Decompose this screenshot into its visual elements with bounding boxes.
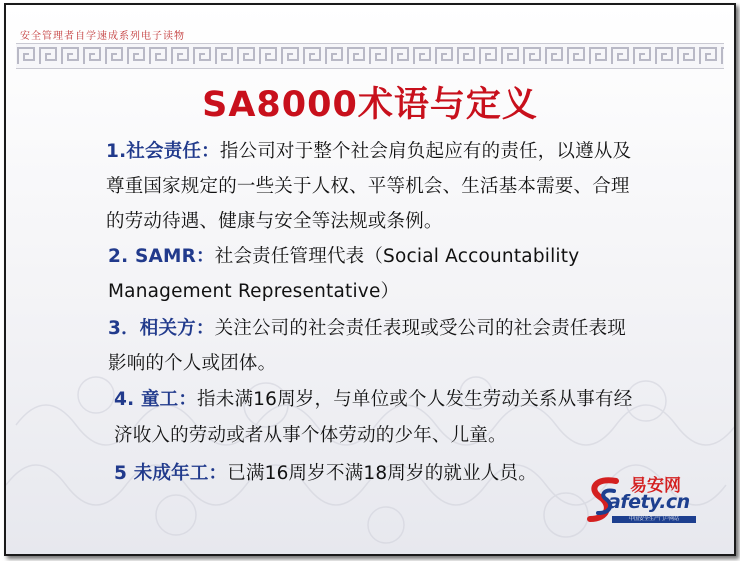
definition-2-text: 社会责任管理代表（Social Accountability xyxy=(214,246,580,267)
definition-1-text: 指公司对于整个社会肩负起应有的责任，以遵从及 xyxy=(219,141,632,162)
logo-domain: afety.cn xyxy=(608,491,690,513)
definition-1-line-2: 尊重国家规定的一些关于人权、平等机会、生活基本需要、合理 xyxy=(106,176,630,197)
decorative-fret-border xyxy=(16,43,724,69)
definition-4-text: 指未满16周岁，与单位或个人发生劳动关系从事有经 xyxy=(197,389,633,410)
definition-4-line-2: 济收入的劳动或者从事个体劳动的少年、儿童。 xyxy=(114,425,507,446)
slide-title: SA8000术语与定义 xyxy=(202,85,538,125)
logo-tagline: 中国安全生产门户网站 xyxy=(612,516,696,523)
definition-2-line-1 xyxy=(108,242,579,268)
fret-pattern xyxy=(16,44,724,68)
logo-chinese-name: 易安网 xyxy=(630,476,681,496)
definition-2-term: 2. SAMR： xyxy=(108,246,215,267)
definition-2-line-2: Management Representative） xyxy=(108,281,400,302)
definition-4-term: 4. 童工： xyxy=(114,389,198,410)
definition-5-line-1 xyxy=(114,459,537,485)
definition-5-text: 已满16周岁不满18周岁的就业人员。 xyxy=(227,463,537,484)
definition-3-text: 关注公司的社会责任表现或受公司的社会责任表现 xyxy=(214,318,626,339)
definition-4-line-1 xyxy=(114,385,632,411)
definition-1-line-1 xyxy=(106,137,631,163)
definition-5-term: 5 未成年工： xyxy=(114,463,228,484)
definition-1-line-3: 的劳动待遇、健康与安全等法规或条例。 xyxy=(106,211,443,232)
definition-3-term: 3．相关方： xyxy=(108,318,215,339)
definition-3-line-1 xyxy=(108,314,626,340)
slide-frame xyxy=(4,3,736,556)
safety-cn-logo[interactable] xyxy=(586,471,706,529)
definition-1-term: 1.社会责任： xyxy=(106,141,220,162)
definition-3-line-2: 影响的个人或团体。 xyxy=(108,353,277,374)
series-header: 安全管理者自学速成系列电子读物 xyxy=(20,31,185,42)
